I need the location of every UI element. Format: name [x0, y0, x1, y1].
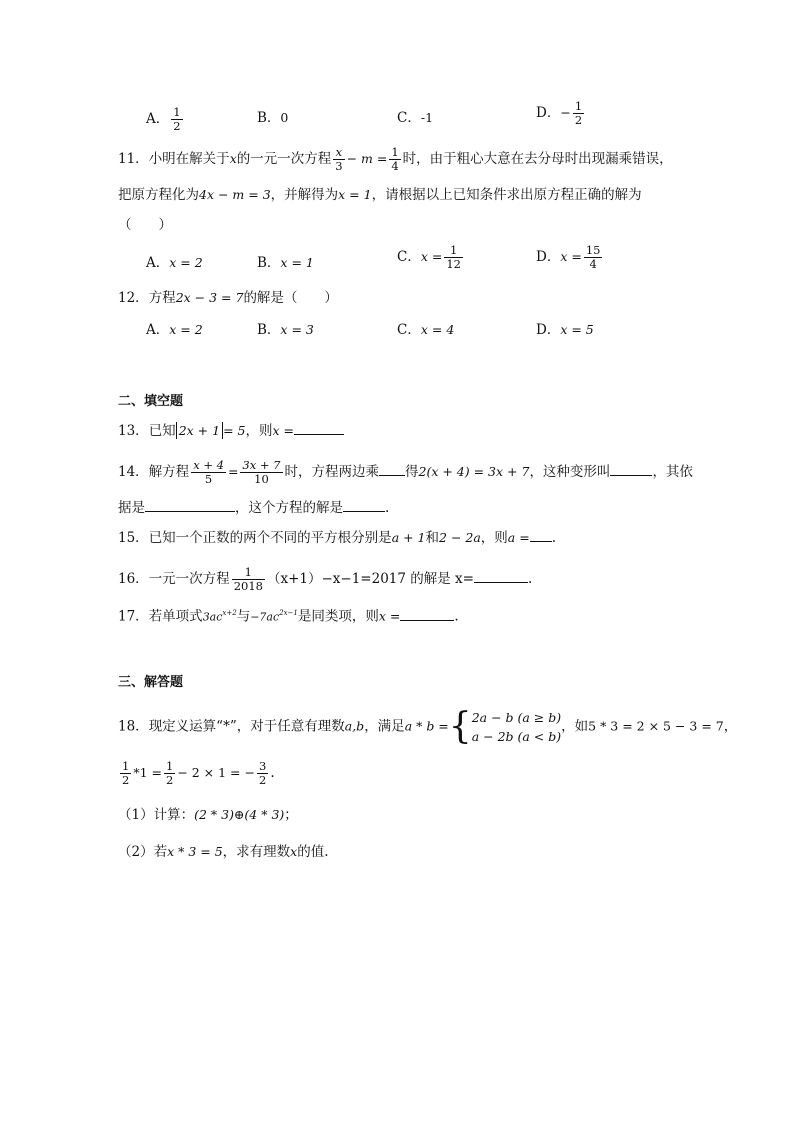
q10-option-d: D．− $\frac{1}{2}$ — [536, 99, 583, 127]
section-title-fill-in: 二、填空题 — [118, 394, 184, 409]
q11-option-a: A．x = 2 — [146, 255, 203, 271]
q16-stem: 16．一元一次方程 $\frac{1}{2018}$ （x+1）−x−1=2017 的解是 x= . — [118, 565, 533, 593]
q14-blank-basis[interactable] — [145, 497, 235, 512]
q13-answer-blank[interactable] — [294, 420, 344, 435]
q15-answer-blank[interactable] — [530, 527, 552, 542]
q11-option-d: D．x = $\frac{15}{4}$ — [536, 243, 601, 271]
q18-line-1: 18．现定义运算“*”，对于任意有理数a,b，满足a * b ={ 2a − b (a ≥ b) a − 2b (a < b) ，如5 * 3 = 2 × 5 − 3 = 7， — [118, 706, 738, 747]
q12-option-b: B．x = 3 — [257, 322, 314, 338]
q18-line-2: $\frac{1}{2}$ *1 = $\frac{1}{2}$ − 2 × 1 = − $\frac{3}{2}$ . — [122, 759, 275, 787]
q16-answer-blank[interactable] — [474, 568, 528, 583]
q12-option-d: D．x = 5 — [536, 322, 594, 338]
q17-answer-blank[interactable] — [400, 606, 454, 621]
q11-line-1: 11．小明在解关于x的一元一次方程 $\frac{x}{3}$ − m = $\frac{1}{4}$ 时，由于粗心大意在去分母时出现漏乘错误， — [118, 145, 673, 173]
q18-part-1: （1）计算：(2 * 3)⊕(4 * 3)； — [118, 807, 298, 823]
q11-answer-paren: （ ） — [118, 217, 172, 233]
q14-blank-multiplier[interactable] — [379, 461, 405, 476]
q13-stem: 13．已知 2x + 1 = 5，则x = — [118, 420, 344, 441]
q11-option-c: C．x = $\frac{1}{12}$ — [397, 243, 461, 271]
q14-blank-transform[interactable] — [610, 461, 652, 476]
q14-blank-solution[interactable] — [343, 497, 385, 512]
q12-option-c: C．x = 4 — [397, 322, 455, 338]
q11-option-b: B．x = 1 — [257, 255, 314, 271]
q18-part-2: （2）若x * 3 = 5，求有理数x的值. — [118, 844, 329, 860]
q14-line-2: 据是 ，这个方程的解是 . — [118, 497, 389, 518]
q17-stem: 17．若单项式$3ac^{x+2}$与$-7ac^{2x-1}$是同类项，则x = . — [118, 603, 459, 628]
left-brace: { — [448, 706, 472, 747]
q11-line-2: 把原方程化为4x − m = 3，并解得为x = 1，请根据以上已知条件求出原方程正确的解为 — [118, 187, 642, 203]
q10-option-a: A． $\frac{1}{2}$ — [146, 105, 181, 133]
q15-stem: 15．已知一个正数的两个不同的平方根分别是a + 1和2 − 2a，则a = . — [118, 527, 556, 548]
q12-stem: 12．方程2x − 3 = 7的解是（ ） — [118, 290, 338, 306]
q10-option-b: B．0 — [257, 110, 289, 126]
section-title-solve: 三、解答题 — [118, 675, 184, 690]
q10-option-c: C．-1 — [397, 110, 434, 126]
q12-option-a: A．x = 2 — [146, 322, 203, 338]
q14-line-1: 14．解方程 $\frac{x + 4}{5}$ = $\frac{3x + 7}{10}$ 时，方程两边乘 得2(x + 4) = 3x + 7，这种变形叫 ，其依 — [118, 458, 693, 486]
